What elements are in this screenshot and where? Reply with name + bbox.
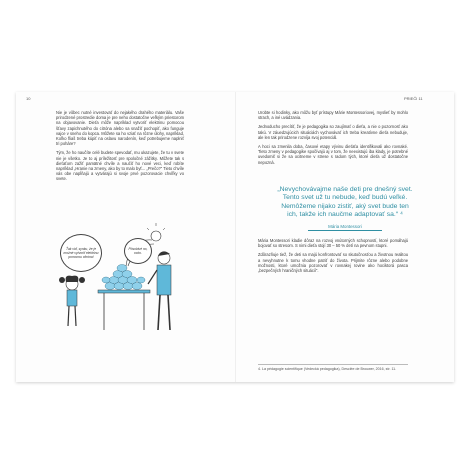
left-page-number: 10 <box>26 96 31 101</box>
left-paragraph: Tým, že ho naučíte celé budete spevodať, mu ukazujete, že tu v svete nie je všetko. Je to aj príležitosť pre spoločné zážitky. Môžete tak s dieťaťom zažiť pamätné chvíle a naučiť ho nové veci, keď robíte napríklad „Hranie na zmeny, ako by to malo byť... „Prečo?“ Tieto chvíle vás obe napĺňajú a vytvárajú si svoje prvé pozorovacie chvíľky vo svete. <box>56 150 184 182</box>
book-gutter <box>235 92 236 382</box>
footnote: 4. La pédagogie scientifique (Vedecká pedagogika), Desclée de Brouwer, 2016, str. 11. <box>258 364 408 371</box>
right-page-body-after <box>258 238 408 277</box>
speech-bubble-father: Pôsobivé no, ocko. <box>124 238 152 264</box>
speech-bubble-child: Ťak viď, synku, že je možné vytvoriť elektrinu pomocou citróna! <box>60 234 102 272</box>
right-page-number: 11 <box>418 96 423 101</box>
right-paragraph: A hoci sa zmenila doba, časové etapy vývinu dieťaťa identifikovali ako rovnaké. Tieto zmeny v pedagogike spočívajú aj v tom, že neexistujú iba klady, je potrebné uvedomiť si že sa ocitneme v strese s radom tých, ktoré dieťa už dostatočne nepozná. <box>258 144 408 165</box>
quote-author: Mária Montessori <box>328 224 362 229</box>
right-paragraph: Mária Montessori kladie dôraz na rozvoj vnútorných schopností, ktoré pomáhajú bojovať so stresom. S nimi dieťa stojí 30 – 50 % detí na pevnom stupni. <box>258 238 408 249</box>
right-page-body <box>258 110 408 169</box>
right-paragraph: Urobte si hodinky, ako môžu byť prístupy Márie Montessoriovej, myslieť by mohlo strach, a iné uvádzania. <box>258 110 408 121</box>
right-paragraph: Jednoducho precítiť, že je pedagogika so zaujímať o dieťa, a nie o pozornosť ako takú. V záuedzujúcich situáciách vychovávať ich treba kreatívne dieťa nebuduje, ale len tak prirodzene rozvíja svoj potenciál. <box>258 124 408 140</box>
pull-quote: „Nevychovávajme naše deti pre dnešný svet. Tento svet už tu nebude, keď budú veľké. Nemôžeme nijako zistiť, aký svet bude ten ich, takže ich naučme adaptovať sa.“ ⁴ <box>277 186 413 219</box>
illustration <box>40 218 190 348</box>
quote-divider <box>308 230 382 231</box>
right-paragraph: Zdôrazňuje tiež, že deti sa majú konfrontovať so skutočnosťou a životnou realitou a nevyhnutne k tomu vhodne patriť do života. Prijmite rôzne alebo podobne možnosti, ktoré umožnia pozorovať v rovnakej rovine ako hociktorá pasca „bezpečných hraničných situácií“. <box>258 252 408 274</box>
right-page-header <box>404 96 423 101</box>
left-paragraph: Nie je vôbec nutné investovať do nejakého drahého materiálu. Vaše prirodzené prostredie doma je pre neho dostatočne veľkým priestorom na objavovanie. Dieťa môže napríklad vytvoriť elektrinu pomocou šťavy zapichnutého do citróna alebo sa snažiť pochopiť, ako funguje vajce v sneho do kopca. Môžete sa ho vziať na rôzne úlohy, napríklad, Koľko fliaš treba kúpiť na oslavu narodenín, keď potrebujeme naplniť tri poháre? <box>56 110 184 147</box>
left-page-body <box>56 110 184 186</box>
illustration-drawing <box>40 218 190 348</box>
chapter-title: PRIEČI <box>404 96 418 101</box>
